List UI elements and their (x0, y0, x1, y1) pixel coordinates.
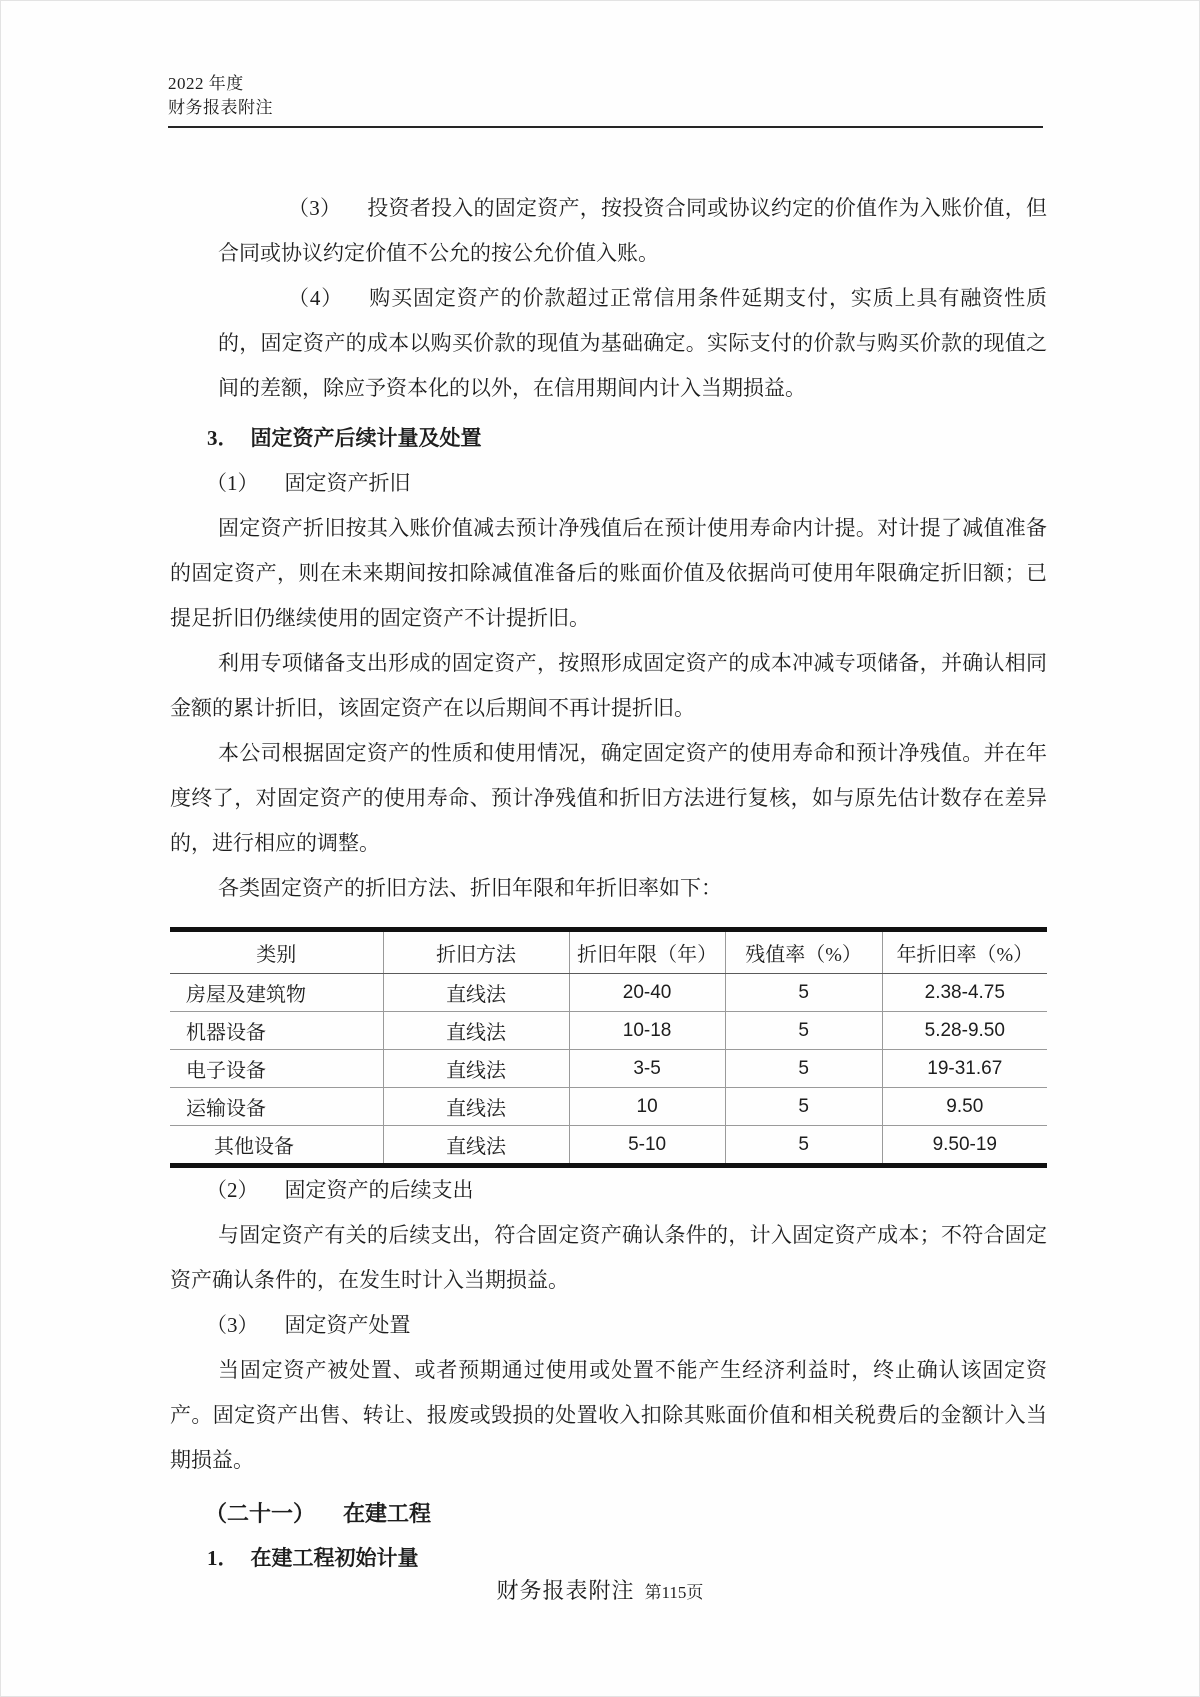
item-title: 固定资产的后续支出 (284, 1178, 474, 1202)
paragraph-number: （3） (288, 196, 342, 220)
table-cell: 直线法 (383, 1126, 569, 1166)
table-cell: 10 (569, 1088, 725, 1126)
subsequent-expenditure-paragraph: 与固定资产有关的后续支出，符合固定资产确认条件的，计入固定资产成本；不符合固定资产确认条件的，在发生时计入当期损益。 (170, 1223, 1047, 1292)
list-item-disposal (206, 1303, 1047, 1348)
table-head (170, 930, 1047, 974)
table-cell: 5 (725, 1088, 882, 1126)
item-title: 固定资产处置 (284, 1313, 411, 1337)
table-column-header: 类别 (170, 930, 383, 974)
table-cell: 5 (725, 1050, 882, 1088)
table-cell: 直线法 (383, 1012, 569, 1050)
header-year: 2022 年度 (168, 74, 244, 93)
section-title: 在建工程 (343, 1501, 432, 1526)
table-cell: 其他设备 (214, 1136, 294, 1158)
table-cell: 20-40 (569, 974, 725, 1012)
section-heading-3 (207, 416, 1047, 461)
paragraph-deferred-payment (218, 276, 1047, 411)
item-number: （1） (206, 471, 259, 495)
item-number: （3） (206, 1313, 259, 1337)
table-column-header: 年折旧率（%） (882, 930, 1047, 974)
table-cell: 5-10 (569, 1126, 725, 1166)
item-title: 固定资产折旧 (284, 471, 411, 495)
table-cell: 5.28-9.50 (882, 1012, 1047, 1050)
table-cell: 19-31.67 (882, 1050, 1047, 1088)
table-cell: 9.50-19 (882, 1126, 1047, 1166)
section-number: 1． (207, 1546, 239, 1570)
table-cell: 5 (725, 974, 882, 1012)
table-cell: 直线法 (383, 1088, 569, 1126)
table-cell: 3-5 (569, 1050, 725, 1088)
section-title: 在建工程初始计量 (250, 1546, 419, 1570)
table-cell: 运输设备 (170, 1088, 383, 1126)
table-cell: 9.50 (882, 1088, 1047, 1126)
section-heading-21 (205, 1491, 1047, 1536)
table-body (170, 974, 1047, 1166)
disposal-paragraph: 当固定资产被处置、或者预期通过使用或处置不能产生经济利益时，终止确认该固定资产。固定资产出售、转让、报废或毁损的处置收入扣除其账面价值和相关税费后的金额计入当期损益。 (170, 1358, 1047, 1472)
table-cell: 机器设备 (170, 1012, 383, 1050)
item-number: （2） (206, 1178, 259, 1202)
page-header (168, 72, 1043, 128)
table-column-header: 折旧方法 (383, 930, 569, 974)
table-cell: 直线法 (383, 974, 569, 1012)
table-row (170, 1126, 1047, 1166)
page-footer (0, 1574, 1200, 1605)
list-item-subsequent-expenditure (206, 1168, 1047, 1213)
paragraph-text: 购买固定资产的价款超过正常信用条件延期支付，实质上具有融资性质的，固定资产的成本以购买价款的现值为基础确定。实际支付的价款与购买价款的现值之间的差额，除应予资本化的以外，在信用期间内计入当期损益。 (218, 286, 1048, 400)
depreciation-paragraph-4: 各类固定资产的折旧方法、折旧年限和年折旧率如下： (218, 876, 722, 900)
table-cell: 5 (725, 1126, 882, 1166)
depreciation-table (170, 927, 1047, 1168)
paragraph-investor-assets (218, 186, 1047, 276)
paragraph-text: 投资者投入的固定资产，按投资合同或协议约定的价值作为入账价值，但合同或协议约定价值不公允的按公允价值入账。 (218, 196, 1047, 265)
table-head-row (170, 930, 1047, 974)
list-item-depreciation (206, 461, 1047, 506)
table-cell: 2.38-4.75 (882, 974, 1047, 1012)
table-cell: 电子设备 (170, 1050, 383, 1088)
footer-page-number: 第115页 (644, 1583, 704, 1602)
table-row (170, 1088, 1047, 1126)
depreciation-paragraph-1: 固定资产折旧按其入账价值减去预计净残值后在预计使用寿命内计提。对计提了减值准备的固定资产，则在未来期间按扣除减值准备后的账面价值及依据尚可使用年限确定折旧额；已提足折旧仍继续使用的固定资产不计提折旧。 (170, 516, 1047, 630)
section-number: （二十一） (205, 1501, 316, 1526)
main-content (170, 186, 1047, 1581)
depreciation-paragraph-2: 利用专项储备支出形成的固定资产，按照形成固定资产的成本冲减专项储备，并确认相同金额的累计折旧，该固定资产在以后期间不再计提折旧。 (170, 651, 1047, 720)
header-rule (168, 126, 1043, 128)
depreciation-paragraph-3: 本公司根据固定资产的性质和使用情况，确定固定资产的使用寿命和预计净残值。并在年度终了，对固定资产的使用寿命、预计净残值和折旧方法进行复核，如与原先估计数存在差异的，进行相应的调整。 (170, 741, 1047, 855)
paragraph-number: （4） (288, 286, 344, 310)
section-number: 3． (207, 426, 239, 450)
header-doc-title: 财务报表附注 (168, 98, 273, 117)
table-row (170, 974, 1047, 1012)
table-cell: 房屋及建筑物 (170, 974, 383, 1012)
table-row (170, 1050, 1047, 1088)
table-row (170, 1012, 1047, 1050)
footer-title: 财务报表附注 (496, 1578, 635, 1603)
section-title: 固定资产后续计量及处置 (250, 426, 482, 450)
table-column-header: 残值率（%） (725, 930, 882, 974)
table-column-header: 折旧年限（年） (569, 930, 725, 974)
table-cell: 10-18 (569, 1012, 725, 1050)
table-cell: 5 (725, 1012, 882, 1050)
table-cell: 直线法 (383, 1050, 569, 1088)
